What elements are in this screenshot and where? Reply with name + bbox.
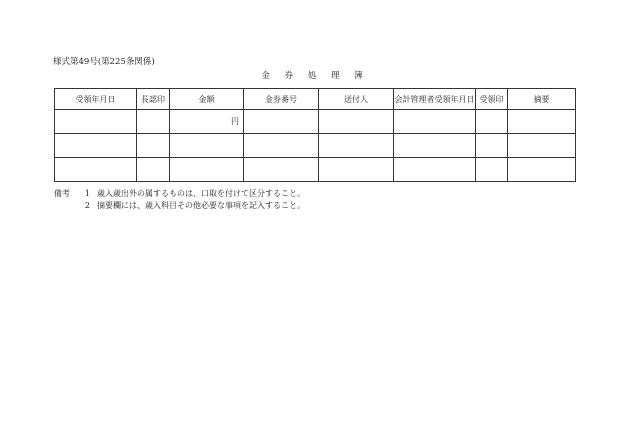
note-text: 歳入歳出外の属するものは、口取を付けて区分すること。 — [97, 189, 305, 198]
table-cell — [508, 110, 576, 134]
table-cell — [319, 158, 394, 182]
header-remarks: 摘要 — [508, 89, 576, 110]
amount-cell — [170, 158, 244, 182]
ledger-table — [54, 88, 576, 182]
table-cell — [137, 110, 170, 134]
header-sender: 送付人 — [319, 89, 394, 110]
table-cell — [394, 110, 476, 134]
table-cell — [394, 134, 476, 158]
table-cell — [508, 158, 576, 182]
table-cell — [476, 134, 508, 158]
header-received-date: 受領年月日 — [55, 89, 137, 110]
amount-cell: 円 — [170, 110, 244, 134]
form-code: 様式第49号(第225条関係) — [53, 57, 155, 67]
header-amount: 金額 — [170, 89, 244, 110]
note-text: 摘要欄には、歳入科目その他必要な事項を記入すること。 — [97, 201, 305, 210]
table-cell — [508, 134, 576, 158]
header-row — [55, 89, 576, 110]
header-receipt-seal: 受領印 — [476, 89, 508, 110]
table-cell — [55, 158, 137, 182]
table-cell — [244, 110, 319, 134]
table-cell — [319, 110, 394, 134]
document-title: 金 券 処 理 簿 — [261, 71, 369, 81]
table-cell — [394, 158, 476, 182]
header-voucher-number: 金券番号 — [244, 89, 319, 110]
note-number: 1 — [84, 189, 90, 198]
table-cell — [55, 110, 137, 134]
table-cell — [244, 158, 319, 182]
table-cell — [319, 134, 394, 158]
note-number: 2 — [84, 201, 90, 210]
table-cell — [137, 158, 170, 182]
table-cell — [55, 134, 137, 158]
table-cell — [244, 134, 319, 158]
table-row — [55, 134, 576, 158]
note-item — [54, 188, 305, 200]
table-row — [55, 110, 576, 134]
table-row — [55, 158, 576, 182]
header-chief-seal: 長認印 — [137, 89, 170, 110]
table-cell — [476, 158, 508, 182]
table-cell — [476, 110, 508, 134]
header-accounting-received-date: 会計管理者受領年月日 — [394, 89, 476, 110]
amount-cell — [170, 134, 244, 158]
note-item — [54, 200, 305, 212]
table-cell — [137, 134, 170, 158]
notes-section — [54, 188, 305, 212]
notes-label-spacer — [54, 200, 76, 212]
notes-label: 備考 — [54, 189, 70, 198]
